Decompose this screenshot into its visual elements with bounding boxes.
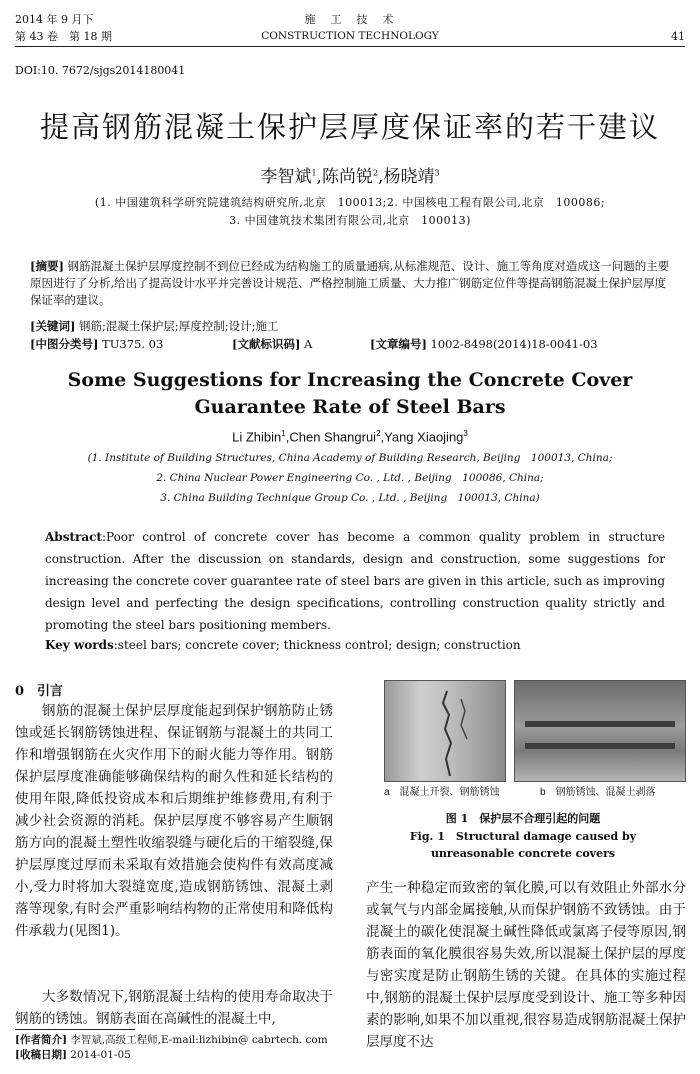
- title-cn: 提高钢筋混凝土保护层厚度保证率的若干建议: [39, 110, 660, 144]
- abstract-cn: [30, 258, 670, 309]
- author-note-label: [作者简介]: [15, 1034, 67, 1046]
- abstract-en: [45, 526, 665, 636]
- abstract-cn-label: [摘要]: [30, 259, 64, 273]
- footnote-rule: [15, 1029, 135, 1030]
- article-value: 1002-8498(2014)18-0041-03: [426, 337, 598, 351]
- keywords-cn-text: 钢筋;混凝土保护层;厚度控制;设计;施工: [75, 319, 279, 333]
- keywords-en: [45, 634, 665, 656]
- article-label: [文章编号]: [370, 337, 427, 351]
- journal-name-en: CONSTRUCTION TECHNOLOGY: [261, 30, 439, 42]
- keywords-cn-label: [关键词]: [30, 319, 76, 333]
- author-3-sup: 3: [434, 168, 440, 178]
- abstract-en-label: Abstract: [45, 530, 102, 544]
- author-en-1: Li Zhibin: [232, 429, 282, 445]
- figure-caption-cn: 图 1 保护层不合理引起的问题: [445, 812, 601, 825]
- author-3: ,杨晓靖: [378, 167, 435, 187]
- author-1-sup: 1: [311, 168, 317, 178]
- received-date: [15, 1048, 131, 1063]
- figure-sub-b: b 钢筋锈蚀、混凝土剥落: [540, 787, 656, 798]
- title-en-line1: Some Suggestions for Increasing the Concrete Cover: [67, 369, 633, 391]
- received-label: [收稿日期]: [15, 1049, 67, 1061]
- issue-date: 2014 年 9 月下: [15, 13, 94, 26]
- header-rule: [15, 46, 685, 47]
- rebar-graphic: [515, 681, 685, 781]
- clc-value: TU375. 03: [98, 337, 164, 351]
- page-number: 41: [671, 30, 685, 43]
- received-text: 2014-01-05: [66, 1049, 131, 1061]
- affiliation-en-line2: 2. China Nuclear Power Engineering Co. , Ltd. , Beijing 100086, China;: [156, 472, 544, 484]
- article-number: [370, 336, 598, 353]
- journal-name-cn: 施 工 技 术: [304, 13, 396, 26]
- abstract-en-text: :Poor control of concrete cover has become a common quality problem in structure construction. After the discussion on standards, design and construction, some suggestions for increasing the concrete cover guarantee rate of steel bars are given in this article, such as improving design level and perfecting the design specifications, controlling construction quality strictly and promoting the steel bars positioning members.: [45, 530, 665, 632]
- doccode-value: A: [300, 337, 313, 351]
- section-heading: 0 引言: [15, 684, 64, 699]
- author-2-sup: 2: [372, 168, 379, 178]
- keywords-en-label: Key words: [45, 638, 114, 652]
- keywords-en-text: :steel bars; concrete cover; thickness control; design; construction: [113, 638, 521, 652]
- volume-issue: 第 43 卷 第 18 期: [15, 30, 112, 43]
- author-2: ,陈尚锐: [316, 167, 373, 187]
- affiliation-cn-line1: (1. 中国建筑科学研究院建筑结构研究所,北京 100013;2. 中国核电工程有限公司,北京 100086;: [94, 196, 606, 209]
- keywords-cn: [30, 318, 670, 335]
- doi: DOI:10. 7672/sjgs2014180041: [15, 64, 186, 77]
- author-en-2: ,Chen Shangrui: [285, 429, 377, 445]
- author-en-3: ,Yang Xiaojing: [380, 429, 464, 445]
- doccode: [232, 336, 312, 353]
- abstract-cn-text: 钢筋混凝土保护层厚度控制不到位已经成为结构施工的质量通病,从标准规范、设计、施工等角度对造成这一问题的主要原因进行了分析,给出了提高设计水平并完善设计规范、严格控制施工质量、大力推广钢筋定位件等提高钢筋混凝土保护层厚度保证率的建议。: [30, 259, 670, 307]
- photo-concrete-spalling: [514, 680, 686, 782]
- affiliation-en-line3: 3. China Building Technique Group Co. , Ltd. , Beijing 100013, China): [160, 492, 540, 504]
- author-en-3-sup: 3: [463, 429, 468, 438]
- doccode-label: [文献标识码]: [232, 337, 301, 351]
- affiliation-en-line1: (1. Institute of Building Structures, China Academy of Building Research, Beijing 100013, China;: [87, 452, 613, 464]
- author-en-2-sup: 2: [376, 429, 381, 438]
- right-column-paragraph: 产生一种稳定而致密的氧化膜,可以有效阻止外部水分或氧气与内部金属接触,从而保护钢筋不致锈蚀。由于混凝土的碳化使混凝土碱性降低或氯离子侵等原因,钢筋表面的氧化膜很容易失效,所以混凝土保护层的厚度与密实度是防止钢筋生锈的关键。在具体的实施过程中,钢筋的混凝土保护层厚度受到设计、施工等多种因素的影响,如果不加以重视,很容易造成钢筋混凝土保护层厚度不达: [366, 880, 686, 1050]
- affiliation-cn-line2: 3. 中国建筑技术集团有限公司,北京 100013): [229, 214, 471, 227]
- author-1: 李智斌: [260, 167, 312, 187]
- figure-caption-en-line1: Fig. 1 Structural damage caused by: [409, 830, 637, 843]
- title-en-line2: Guarantee Rate of Steel Bars: [194, 396, 506, 418]
- figure-caption-en-line2: unreasonable concrete covers: [430, 847, 616, 860]
- intro-paragraph-2: 大多数情况下,钢筋混凝土结构的使用寿命取决于钢筋的锈蚀。钢筋表面在高碱性的混凝土中,: [15, 989, 333, 1027]
- authors-en: [0, 429, 700, 444]
- author-note: [15, 1033, 328, 1048]
- crack-lines-graphic: [385, 681, 505, 781]
- photo-concrete-cracking: [384, 680, 506, 782]
- intro-paragraph-1: 钢筋的混凝土保护层厚度能起到保护钢筋防止锈蚀或延长钢筋锈蚀进程、保证钢筋与混凝土的共同工作和增强钢筋在火灾作用下的耐火能力等作用。钢筋保护层厚度准确能够确保结构的耐久性和延长结构的使用年限,降低投资成本和后期维护维修费用,有利于减少社会资源的消耗。保护层厚度不够容易产生顺钢筋方向的混凝土塑性收缩裂缝与硬化后的干缩裂缝,保护层厚度过厚而未采取有效措施会使构件有效高度减小,受力时将加大裂缝宽度,造成钢筋锈蚀、混凝土剥落等现象,有时会严重影响结构物的正常使用和降低构件承载力(见图1)。: [15, 703, 333, 939]
- author-en-1-sup: 1: [281, 429, 286, 438]
- figure-sub-a: a 混凝土开裂、钢筋锈蚀: [384, 787, 500, 798]
- author-note-text: 李智斌,高级工程师,E-mail:lizhibin@ cabrtech. com: [66, 1034, 328, 1046]
- title-en: [0, 367, 700, 421]
- authors-cn: [0, 162, 700, 187]
- clc-label: [中图分类号]: [30, 337, 99, 351]
